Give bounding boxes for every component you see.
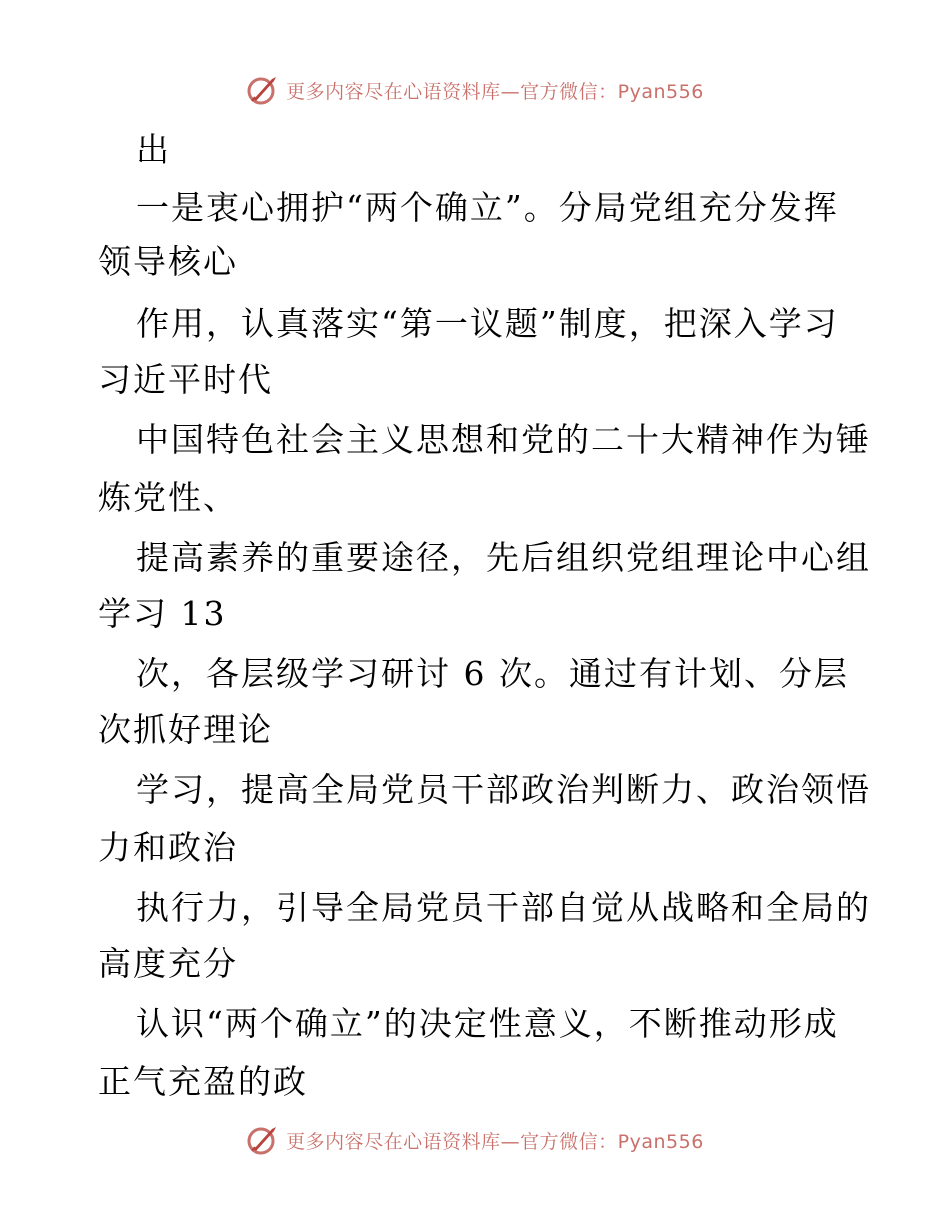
text-line: 力和政治 [98,828,238,867]
text-line: 认识“两个确立”的决定性意义，不断推动形成 [136,1004,839,1043]
text-line: 次，各层级学习研讨 6 次。通过有计划、分层 [136,654,849,693]
text-line: 正气充盈的政 [98,1062,308,1101]
text-line: 高度充分 [98,944,238,983]
quill-pen-circle-icon [246,73,280,107]
text-line: 次抓好理论 [98,710,273,749]
text-line: 习近平时代 [98,360,273,399]
quill-pen-circle-icon [246,1123,280,1157]
footer-banner-text: 更多内容尽在心语资料库—官方微信：Pyan556 [286,1130,704,1153]
text-line: 炼党性、 [98,478,238,517]
text-line: 学习，提高全局党员干部政治判断力、政治领悟 [136,770,871,809]
text-line: 提高素养的重要途径，先后组织党组理论中心组 [136,538,871,577]
text-line: 执行力，引导全局党员干部自觉从战略和全局的 [136,888,871,927]
text-line: 领导核心 [98,242,238,281]
text-line: 学习 13 [98,594,227,633]
text-line: 一是衷心拥护“两个确立”。分局党组充分发挥 [136,188,839,227]
text-line: 出 [136,130,171,169]
header-banner-text: 更多内容尽在心语资料库—官方微信：Pyan556 [286,80,704,103]
text-line: 作用，认真落实“第一议题”制度，把深入学习 [136,304,839,343]
text-line: 中国特色社会主义思想和党的二十大精神作为锤 [136,420,871,459]
header-banner [0,70,950,110]
footer-banner [0,1120,950,1160]
